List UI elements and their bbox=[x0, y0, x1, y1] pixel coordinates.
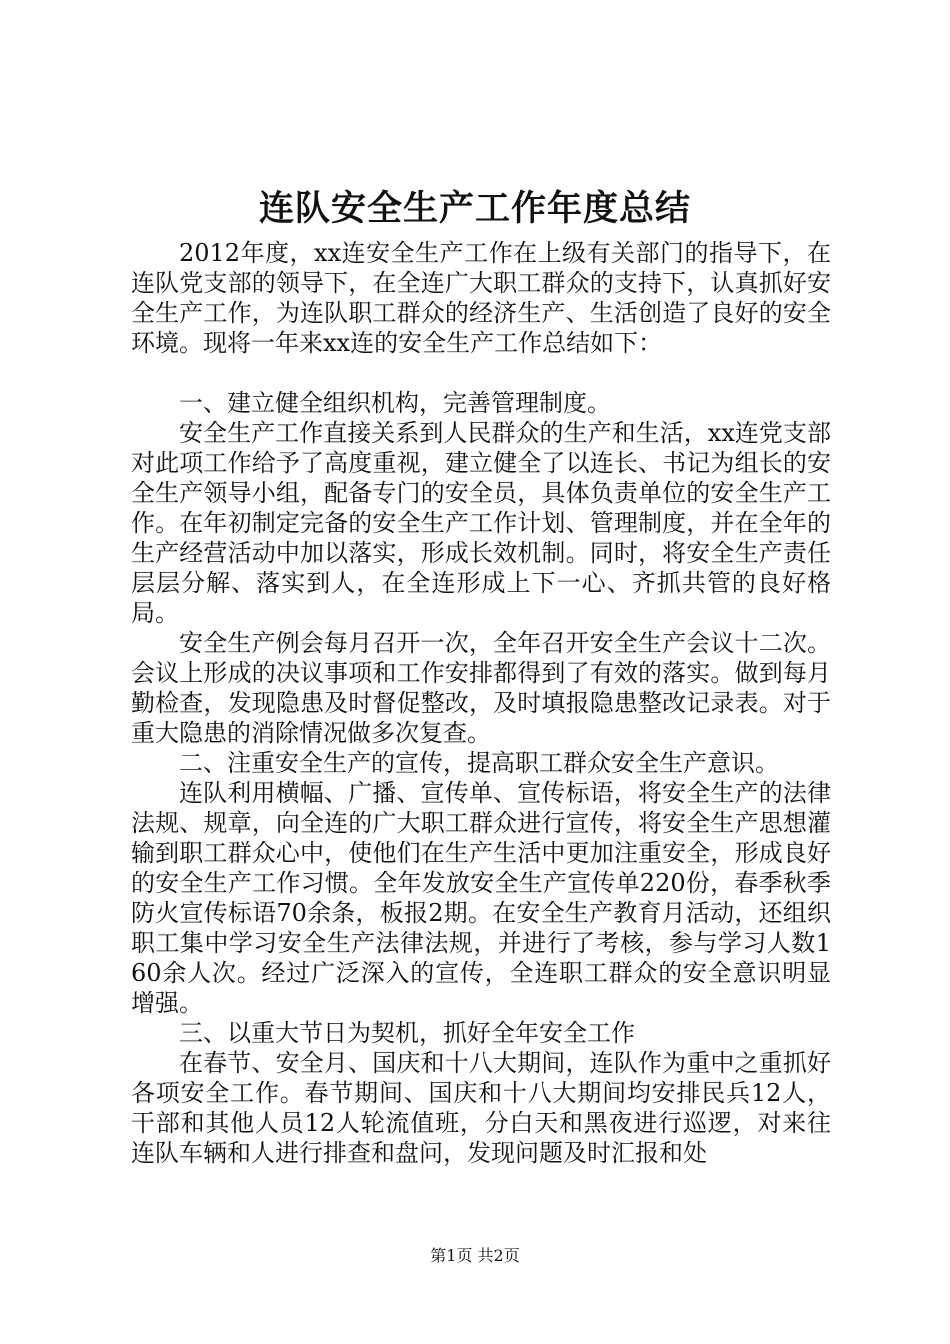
section-heading-1: 一、建立健全组织机构，完善管理制度。 bbox=[179, 389, 611, 417]
section-heading-3: 三、以重大节日为契机，抓好全年安全工作 bbox=[179, 1019, 635, 1047]
paragraph-intro: 2012年度，xx连安全生产工作在上级有关部门的指导下，在连队党支部的领导下，在全连广大职工群众的支持下，认真抓好安全生产工作，为连队职工群众的经济生产、生活创造了良好的安全环境。现将一年来xx连的安全生产工作总结如下： bbox=[131, 239, 831, 357]
page-footer: 第1页 共2页 bbox=[430, 1246, 520, 1265]
section-heading-2: 二、注重安全生产的宣传，提高职工群众安全生产意识。 bbox=[179, 749, 779, 777]
document-body bbox=[131, 238, 831, 1168]
paragraph: 在春节、安全月、国庆和十八大期间，连队作为重中之重抓好各项安全工作。春节期间、国庆和十八大期间均安排民兵12人，干部和其他人员12人轮流值班，分白天和黑夜进行巡逻，对来往连队车辆和人进行排查和盘问，发现问题及时汇报和处 bbox=[131, 1049, 831, 1167]
paragraph-gap bbox=[131, 358, 831, 388]
paragraph: 安全生产例会每月召开一次，全年召开安全生产会议十二次。会议上形成的决议事项和工作安排都得到了有效的落实。做到每月勤检查，发现隐患及时督促整改，及时填报隐患整改记录表。对于重大隐患的消除情况做多次复查。 bbox=[131, 629, 831, 747]
document-title: 连队安全生产工作年度总结 bbox=[258, 189, 691, 229]
paragraph: 安全生产工作直接关系到人民群众的生产和生活，xx连党支部对此项工作给予了高度重视，建立健全了以连长、书记为组长的安全生产领导小组，配备专门的安全员，具体负责单位的安全生产工作。在年初制定完备的安全生产工作计划、管理制度，并在全年的生产经营活动中加以落实，形成长效机制。同时，将安全生产责任层层分解、落实到人，在全连形成上下一心、齐抓共管的良好格局。 bbox=[131, 419, 831, 627]
paragraph: 连队利用横幅、广播、宣传单、宣传标语，将安全生产的法律法规、规章，向全连的广大职工群众进行宣传，将安全生产思想灌输到职工群众心中，使他们在生产生活中更加注重安全，形成良好的安全生产工作习惯。全年发放安全生产宣传单220份，春季秋季防火宣传标语70余条，板报2期。在安全生产教育月活动，还组织职工集中学习安全生产法律法规，并进行了考核，参与学习人数160余人次。经过广泛深入的宣传，全连职工群众的安全意识明显增强。 bbox=[131, 779, 831, 1017]
